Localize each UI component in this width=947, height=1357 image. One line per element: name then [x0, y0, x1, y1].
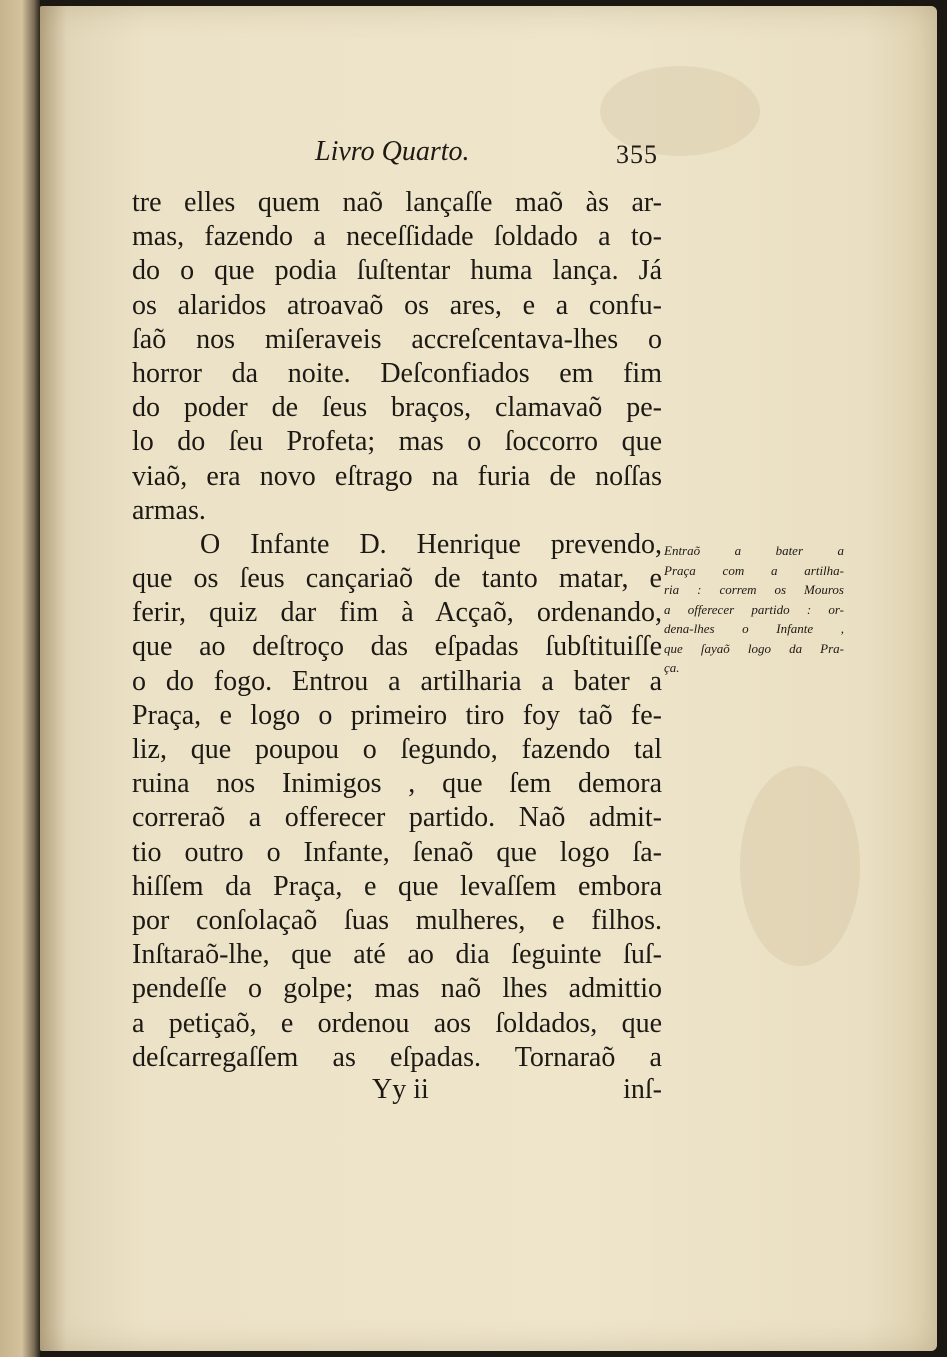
text-line: ferir, quiz dar fim à Acçaõ, ordenando, [132, 597, 662, 629]
text-line: do o que podia ſuſtentar huma lança. Já [132, 255, 662, 287]
catchword: inſ- [623, 1074, 662, 1105]
page-footer [132, 1074, 662, 1110]
text-line: ruina nos Inimigos , que ſem demora [132, 768, 662, 800]
text-line: pendeſſe o golpe; mas naõ lhes admittio [132, 973, 662, 1005]
margin-note-line: Praça com a artilha- [664, 562, 844, 578]
text-line: deſcarregaſſem as eſpadas. Tornaraõ a [132, 1041, 662, 1073]
text-line: lo do ſeu Profeta; mas o ſoccorro que [132, 426, 662, 458]
text-line: viaõ, era novo eſtrago na furia de noſſas [132, 460, 662, 492]
text-line: o do fogo. Entrou a artilharia a bater a [132, 665, 662, 697]
text-line: Inſtaraõ-lhe, que até ao dia ſeguinte ſuſ- [132, 939, 662, 971]
margin-note-line: que ſayaõ logo da Pra- [664, 640, 844, 656]
page-number: 355 [616, 140, 658, 169]
margin-note-line: Entraõ a bater a [664, 543, 844, 558]
text-line: tio outro o Infante, ſenaõ que logo ſa- [132, 836, 662, 868]
facing-page-edge [0, 0, 40, 1357]
text-line: tre elles quem naõ lançaſſe maõ às ar- [132, 187, 662, 218]
margin-note-line: dena-lhes o Infante , [664, 621, 844, 636]
text-line: que ao deſtroço das eſpadas ſubſtituiſſe [132, 631, 662, 663]
text-line: Praça, e logo o primeiro tiro foy taõ fe- [132, 699, 662, 731]
text-line: do poder de ſeus braços, clamavaõ pe- [132, 392, 662, 424]
text-line: a petiçaõ, e ordenou aos ſoldados, que [132, 1007, 662, 1039]
text-line: ſaõ nos miſeraveis accreſcentava-lhes o [132, 323, 662, 355]
margin-note [664, 541, 844, 678]
text-line: os alaridos atroavaõ os ares, e a confu- [132, 289, 662, 321]
text-line: armas. [132, 494, 206, 526]
page-leaf [40, 6, 937, 1351]
text-line: hiſſem da Praça, e que levaſſem embora [132, 870, 662, 902]
margin-note-line: ria : correm os Mouros [664, 582, 844, 597]
body-text [132, 186, 662, 1075]
page-header [40, 136, 937, 176]
signature-mark: Yy ii [372, 1074, 429, 1105]
text-line: O Infante D. Henrique prevendo, [200, 528, 662, 560]
text-line: por conſolaçaõ ſuas mulheres, e filhos. [132, 904, 662, 936]
text-line: liz, que poupou o ſegundo, fazendo tal [132, 734, 662, 765]
margin-note-line: ça. [664, 660, 680, 675]
text-line: que os ſeus cançariaõ de tanto matar, e [132, 563, 662, 595]
text-line: correraõ a offerecer partido. Naõ admit- [132, 802, 662, 834]
text-line: mas, fazendo a neceſſidade ſoldado a to- [132, 221, 662, 253]
paper-stain [740, 766, 860, 966]
text-line: horror da noite. Deſconfiados em fim [132, 357, 662, 389]
running-title: Livro Quarto. [315, 136, 470, 167]
margin-note-line: a offerecer partido : or- [664, 601, 844, 617]
